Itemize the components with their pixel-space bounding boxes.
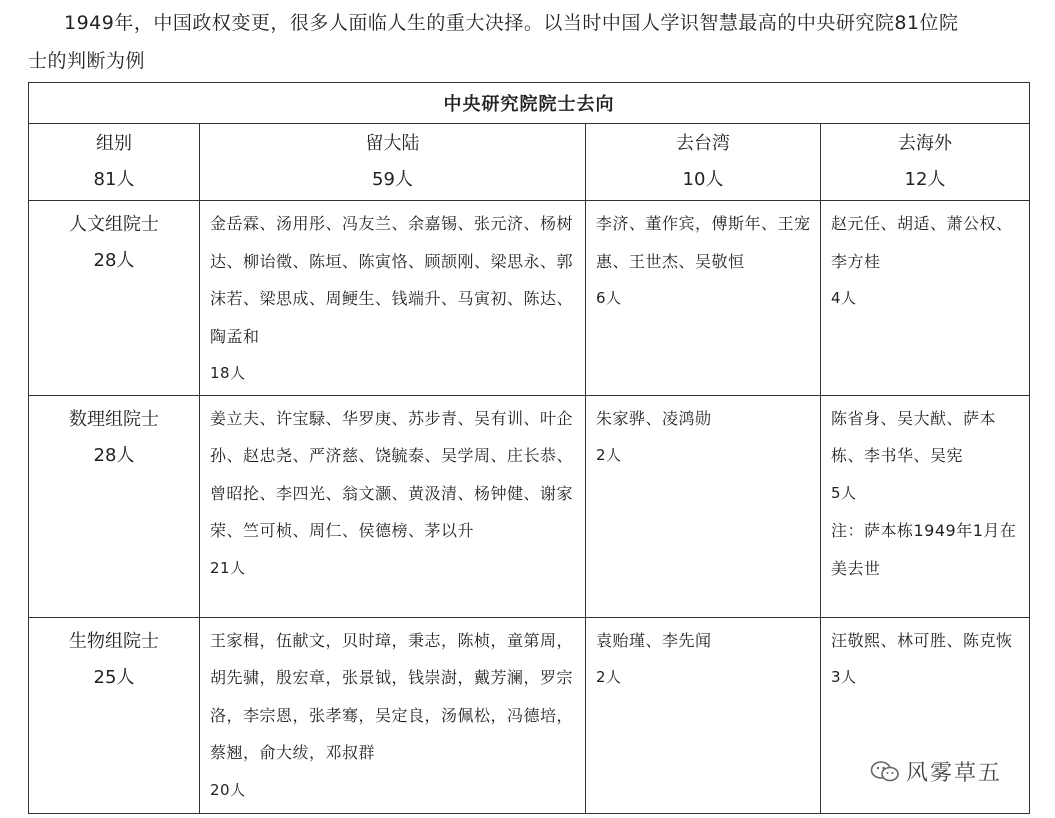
table-header-row [29,124,1030,201]
taiwan-names: 李济、董作宾，傅斯年、王宠惠、王世杰、吴敬恒 [596,214,811,271]
header-label: 组别 [96,133,132,154]
header-label: 去台湾 [676,133,730,154]
watermark [870,756,1002,787]
header-count: 59人 [372,169,413,190]
header-count: 10人 [682,169,724,190]
group-name: 数理组院士 [69,408,159,430]
taiwan-count: 6人 [596,289,622,307]
mainland-cell [200,395,586,617]
group-name: 人文组院士 [69,214,159,235]
group-count: 28人 [93,250,135,271]
mainland-count: 20人 [210,780,246,799]
header-overseas [821,124,1030,201]
header-group [29,124,200,201]
overseas-count: 5人 [831,483,857,502]
mainland-names: 王家楫，伍献文，贝时璋，秉志，陈桢，童第周，胡先骕，殷宏章，张景钺，钱崇澍，戴芳澜，罗宗洛，李宗恩，张孝骞，吴定良，汤佩松，冯德培，蔡翘，俞大绂，邓叔群 [210,630,574,762]
header-label: 去海外 [898,133,952,154]
taiwan-count: 2人 [596,668,622,686]
table-row-humanities [29,201,1030,396]
mainland-cell [200,617,586,813]
mainland-count: 21人 [210,558,246,577]
table-row-math-physics [29,395,1030,617]
header-count: 81人 [93,169,135,190]
mainland-cell [200,201,586,396]
taiwan-names: 袁贻瑾、李先闻 [596,630,712,650]
header-taiwan [586,124,821,201]
taiwan-cell [586,617,821,813]
taiwan-cell [586,201,821,396]
watermark-text: 风雾草五 [906,761,1003,786]
taiwan-names: 朱家骅、凌鸿勋 [596,408,712,428]
overseas-count: 3人 [831,668,857,686]
intro-paragraph [28,4,1028,80]
overseas-cell [821,395,1030,617]
group-name: 生物组院士 [69,630,159,652]
intro-line-2: 士的判断为例 [28,50,146,72]
group-cell [29,617,200,813]
wechat-icon [870,760,900,784]
mainland-names: 姜立夫、许宝騄、华罗庚、苏步青、吴有训、叶企孙、赵忠尧、严济慈、饶毓泰、吴学周、庄长恭、曾昭抡、李四光、翁文灏、黄汲清、杨钟健、谢家荣、竺可桢、周仁、侯德榜、茅以升 [210,408,574,540]
overseas-note: 注：萨本栋1949年1月在美去世 [831,521,1017,578]
overseas-names: 赵元任、胡适、萧公权、李方桂 [831,214,1013,271]
intro-line-1: 1949年，中国政权变更，很多人面临人生的重大决择。以当时中国人学识智慧最高的中央研究院81位院 [64,12,959,34]
header-count: 12人 [904,169,946,190]
mainland-count: 18人 [210,364,246,382]
header-label: 留大陆 [365,133,420,154]
header-mainland [200,124,586,201]
mainland-names: 金岳霖、汤用彤、冯友兰、余嘉锡、张元济、杨树达、柳诒徵、陈垣、陈寅恪、顾颉刚、梁思永、郭沫若、梁思成、周鲠生、钱端升、马寅初、陈达、陶孟和 [210,214,574,346]
taiwan-cell [586,395,821,617]
overseas-count: 4人 [831,289,857,307]
overseas-names: 汪敬熙、林可胜、陈克恢 [831,630,1013,650]
overseas-names: 陈省身、吴大猷、萨本栋、李书华、吴宪 [831,408,997,465]
group-count: 28人 [93,444,135,466]
academician-destination-table [28,82,1030,814]
overseas-cell [821,201,1030,396]
group-cell [29,201,200,396]
table-caption: 中央研究院院士去向 [29,83,1030,124]
group-cell [29,395,200,617]
taiwan-count: 2人 [596,446,622,464]
group-count: 25人 [93,666,135,688]
